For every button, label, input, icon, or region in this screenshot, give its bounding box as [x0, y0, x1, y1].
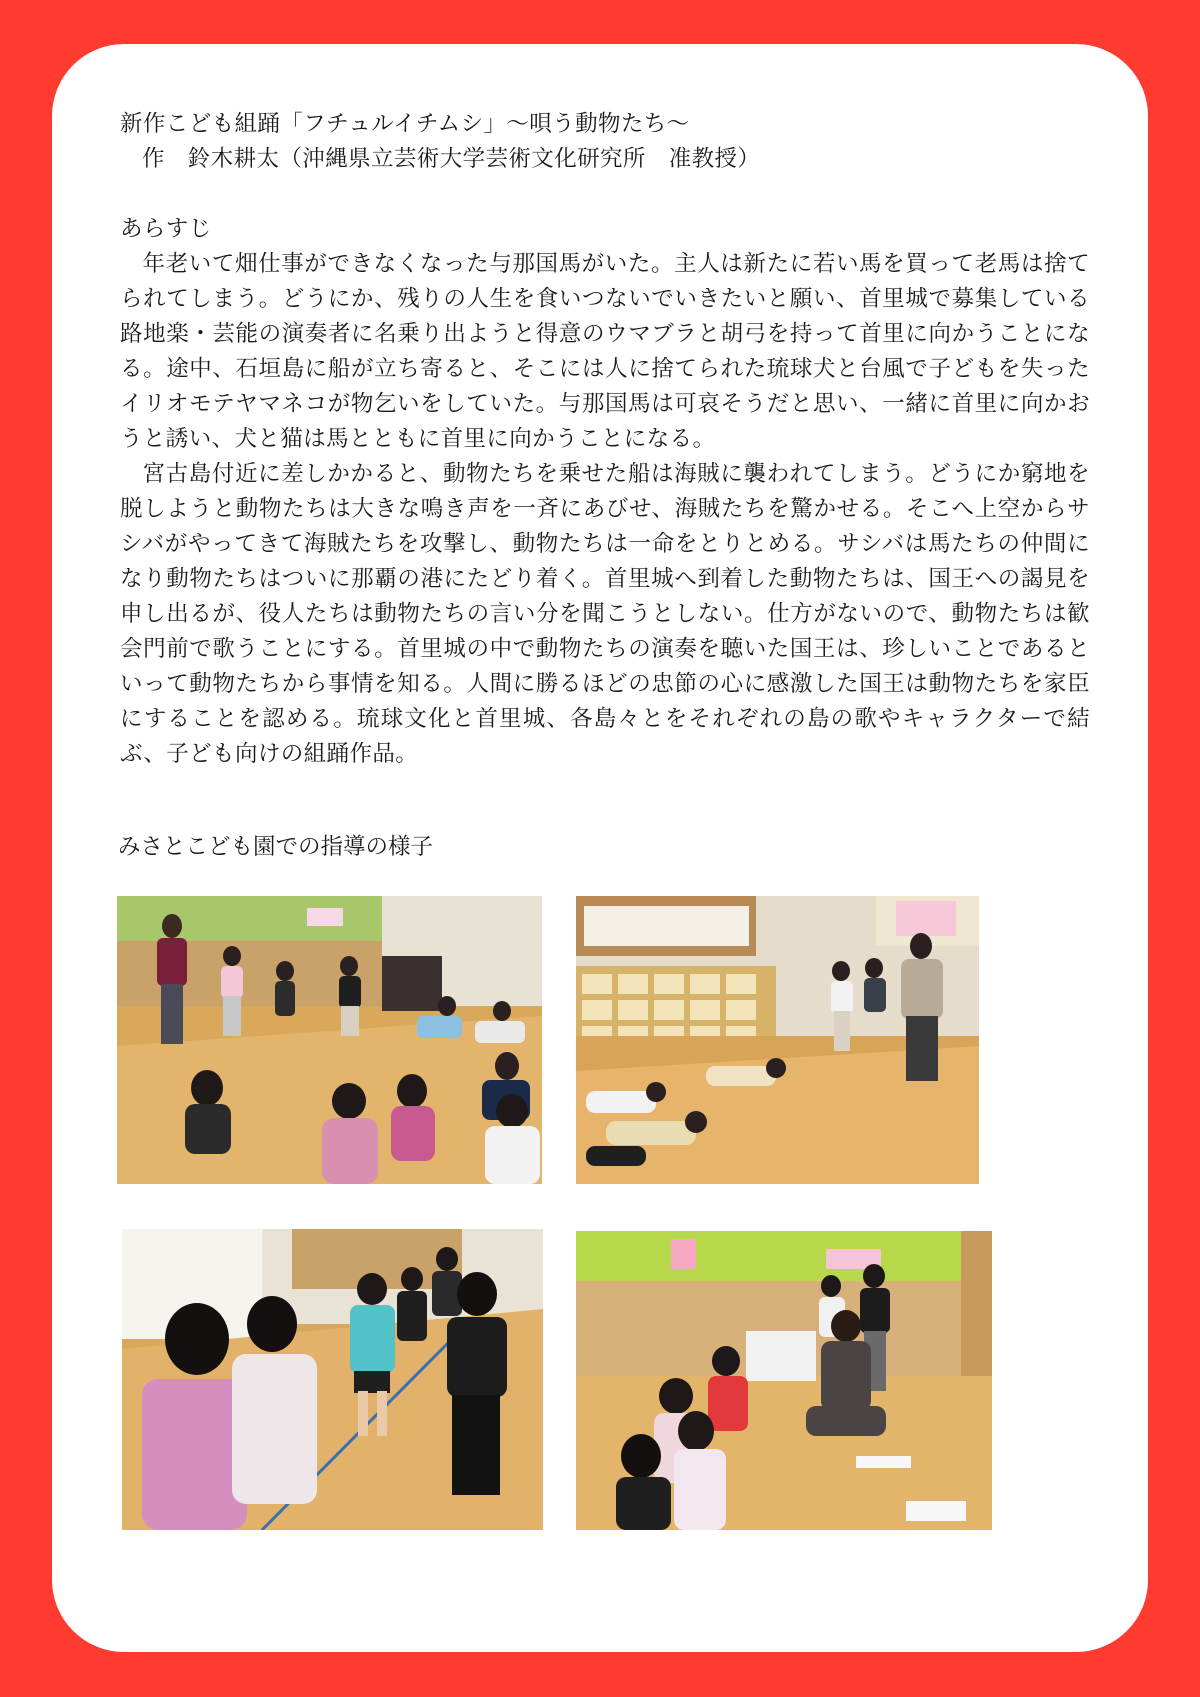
photo-children-circle [117, 896, 542, 1184]
document-title: 新作こども組踊「フチュルイチムシ」〜唄う動物たち〜 [120, 111, 690, 137]
photo-children-practice [122, 1229, 543, 1530]
synopsis-paragraph-2: 宮古島付近に差しかかると、動物たちを乗せた船は海賊に襲われてしまう。どうにか窮地を脱しようと動物たちは大きな鳴き声を一斉にあびせ、海賊たちを驚かせる。そこへ上空からサシバがやってきて海賊たちを攻撃し、動物たちは一命をとりとめる。サシバは馬たちの仲間になり動物たちはついに那覇の港にたどり着く。首里城へ到着した動物たちは、国王への謁見を申し出るが、役人たちは動物たちの言い分を聞こうとしない。仕方がないので、動物たちは歓会門前で歌うことにする。首里城の中で動物たちの演奏を聴いた国王は、珍しいことであるといって動物たちから事情を知る。人間に勝るほどの忠節の心に感激した国王は動物たちを家臣にすることを認める。琉球文化と首里城、各島々とをそれぞれの島の歌やキャラクターで結ぶ、子ども向けの組踊作品。 [120, 461, 1090, 767]
author-credit: 作 鈴木耕太（沖縄県立芸術大学芸術文化研究所 准教授） [142, 146, 761, 172]
document-body [120, 107, 1090, 772]
photo-children-lying [576, 896, 979, 1184]
synopsis-paragraph-1: 年老いて畑仕事ができなくなった与那国馬がいた。主人は新たに若い馬を買って老馬は捨てられてしまう。どうにか、残りの人生を食いつないでいきたいと願い、首里城で募集している路地楽・芸能の演奏者に名乗り出ようと得意のウマブラと胡弓を持って首里に向かうことになる。途中、石垣島に船が立ち寄ると、そこには人に捨てられた琉球犬と台風で子どもを失ったイリオモテヤマネコが物乞いをしていた。与那国馬は可哀そうだと思い、一緒に首里に向かおうと誘い、犬と猫は馬とともに首里に向かうことになる。 [120, 251, 1090, 452]
spacer [120, 177, 1090, 212]
synopsis-heading: あらすじ [120, 216, 212, 242]
photo-teacher-guiding [576, 1231, 992, 1530]
photo-caption: みさとこども園での指導の様子 [118, 834, 434, 860]
